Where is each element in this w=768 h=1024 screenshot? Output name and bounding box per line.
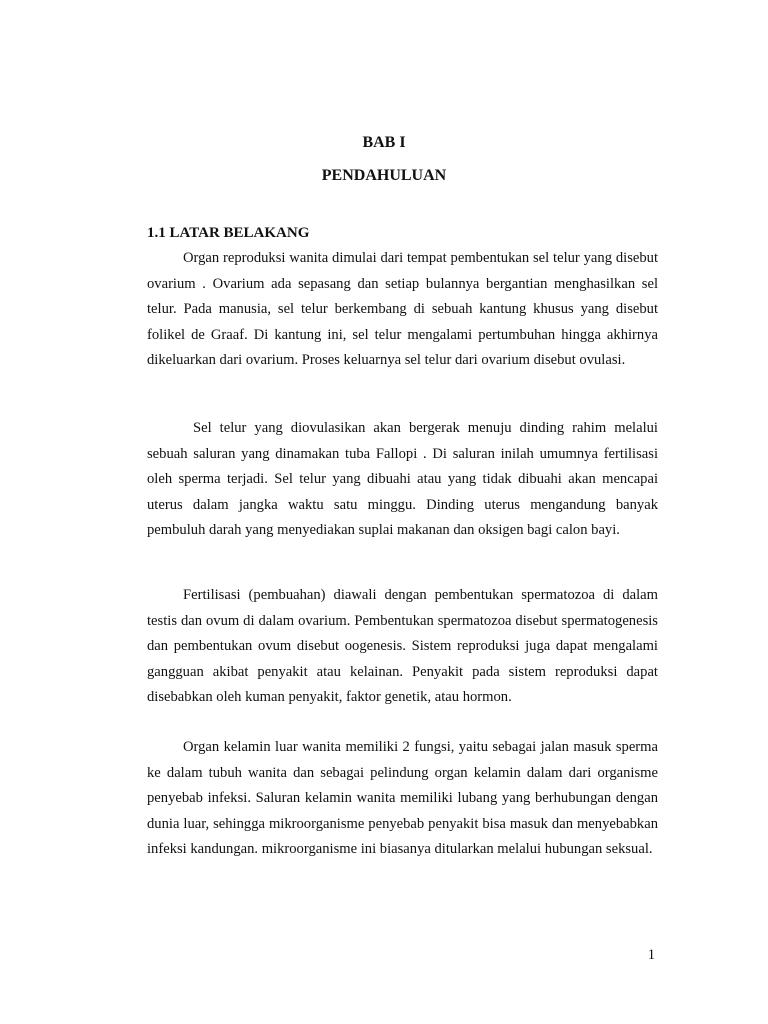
chapter-title: PENDAHULUAN [321, 167, 447, 184]
paragraph-2: Sel telur yang diovulasikan akan bergerak menuju dinding rahim melalui sebuah saluran yang dinamakan tuba Fallopi . Di saluran inilah umumnya fertilisasi oleh sperma terjadi. Sel telur yang dibuahi atau yang tidak dibuahi akan mencapai uterus dalam jangka waktu satu minggu. Dinding uterus mengandung banyak pembuluh darah yang menyediakan suplai makanan dan oksigen bagi calon bayi. [147, 420, 658, 539]
paragraph-1: Organ reproduksi wanita dimulai dari tempat pembentukan sel telur yang disebut ovarium . Ovarium ada sepasang dan setiap bulannya bergantian menghasilkan sel telur. Pada manusia, sel telur berkembang di sebuah kantung khusus yang disebut folikel de Graaf. Di kantung ini, sel telur mengalami pertumbuhan hingga akhirnya dikeluarkan dari ovarium. Proses keluarnya sel telur dari ovarium disebut ovulasi. [147, 250, 658, 369]
section-heading: 1.1 LATAR BELAKANG [147, 225, 310, 241]
chapter-number: BAB I [362, 134, 406, 151]
page-number: 1 [647, 947, 655, 963]
paragraph-4: Organ kelamin luar wanita memiliki 2 fungsi, yaitu sebagai jalan masuk sperma ke dalam tubuh wanita dan sebagai pelindung organ kelamin dalam dari organisme penyebab infeksi. Saluran kelamin wanita memiliki lubang yang berhubungan dengan dunia luar, sehingga mikroorganisme penyebab penyakit bisa masuk dan menyebabkan infeksi kandungan. mikroorganisme ini biasanya ditularkan melalui hubungan seksual. [147, 739, 658, 858]
paragraph-3: Fertilisasi (pembuahan) diawali dengan pembentukan spermatozoa di dalam testis dan ovum di dalam ovarium. Pembentukan spermatozoa disebut spermatogenesis dan pembentukan ovum disebut oogenesis. Sistem reproduksi juga dapat mengalami gangguan akibat penyakit atau kelainan. Penyakit pada sistem reproduksi dapat disebabkan oleh kuman penyakit, faktor genetik, atau hormon. [147, 587, 658, 706]
